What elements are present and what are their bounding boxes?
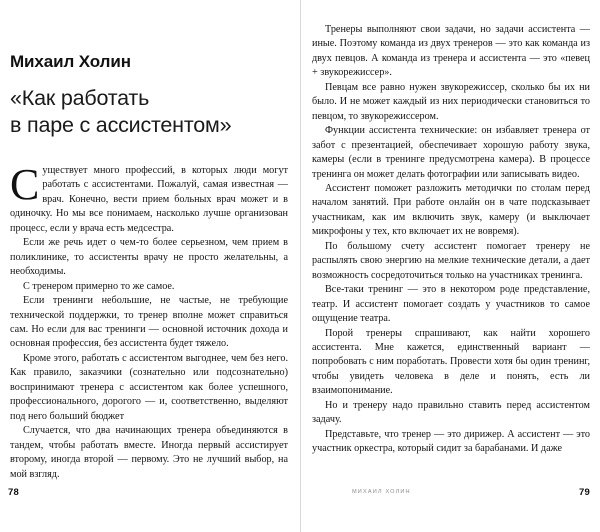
paragraph: Тренеры выполняют свои задачи, но задачи ассистента — иные. Поэтому команда из двух тренеров — это как команда из двух певцов. А команда из тренера и ассистента — это «певец + звукорежиссер».: [312, 24, 590, 79]
author-name: Михаил Холин: [10, 52, 131, 71]
right-body-text: [312, 0, 590, 457]
paragraph: Если же речь идет о чем-то более серьезном, чем прием в поликлинике, то ассистенты врачу не просто желательны, а необходимы.: [10, 237, 288, 278]
paragraph: Функции ассистента технические: он избавляет тренера от забот с презентацией, обеспечивает хорошую работу звука, камеры (если в тренинге предусмотрена камера). В процессе тренинга он может делать фотографии или записывать видео.: [312, 125, 590, 180]
paragraph: Случается, что два начинающих тренера объединяются в тандем, чтобы работать вместе. Иногда первый ассистирует второму, иногда второй — первому. Это не лучший выбор, на мой взгляд.: [10, 425, 288, 480]
paragraph-text: уществует много профессий, в которых люди могут работать с ассистентами. Пожалуй, самая известная — врач. Конечно, вести прием больных врач может и в одиночку. Но мы все понимаем, насколько лучше организован процесс, если у врача есть медсестра.: [10, 165, 288, 234]
paragraph: Певцам все равно нужен звукорежиссер, сколько бы их ни было. И не может каждый из них периодически становиться то певцом, то звукорежиссером.: [312, 81, 590, 122]
page-number: 78: [8, 486, 19, 498]
paragraph: Представьте, что тренер — это дирижер. А ассистент — это участник оркестра, который сидит за барабанами. И даже: [312, 428, 590, 455]
paragraph: С тренером примерно то же самое.: [23, 280, 175, 292]
chapter-title-line-2: в паре с ассистентом»: [10, 112, 232, 137]
right-page: [300, 0, 600, 532]
running-head: МИХАИЛ ХОЛИН: [352, 489, 411, 495]
paragraph: [10, 160, 288, 236]
left-body-text: [10, 160, 288, 482]
left-page-footer: [0, 485, 300, 499]
chapter-heading: [10, 0, 288, 138]
right-page-footer: [300, 485, 600, 499]
page-number: 79: [579, 486, 590, 498]
paragraph: Ассистент поможет разложить методички по столам перед началом занятий. При работе онлайн он в чате подсказывает участникам, как им включить звук, камеру (и выключает микрофоны у тех, кто включает их не вовремя).: [312, 182, 590, 238]
drop-cap: С: [10, 160, 40, 209]
chapter-title-line-1: «Как работать: [10, 86, 150, 110]
paragraph: Но и тренеру надо правильно ставить перед ассистентом задачу.: [312, 399, 590, 426]
page-title: [10, 85, 288, 138]
paragraph: Кроме этого, работать с ассистентом выгоднее, чем без него. Как правило, заказчики (сознательно или подсознательно) воспринимают тренера с ассистентом как более успешного, профессионального, дорогого — и, соответственно, выделяют под него больший бюджет: [10, 352, 288, 422]
paragraph: Если тренинги небольшие, не частые, не требующие технической поддержки, то тренер вполне может справиться сам. Но если для вас тренинги — основной источник дохода и основная профессия, без ассистента будет тяжело.: [10, 295, 288, 350]
paragraph: Порой тренеры спрашивают, как найти хорошего ассистента. Мне кажется, единственный вариант — попробовать с ним поработать. Провести хотя бы один тренинг, чтобы увидеть человека в деле и понять, есть ли взаимопонимание.: [312, 327, 590, 397]
paragraph: По большому счету ассистент помогает тренеру не распылять свою энергию на мелкие технические детали, а дает возможность сосредоточиться только на участниках тренинга.: [312, 240, 590, 281]
paragraph: Все-таки тренинг — это в некотором роде представление, театр. И ассистент помогает создать у участников то самое ощущение театра.: [312, 284, 590, 325]
